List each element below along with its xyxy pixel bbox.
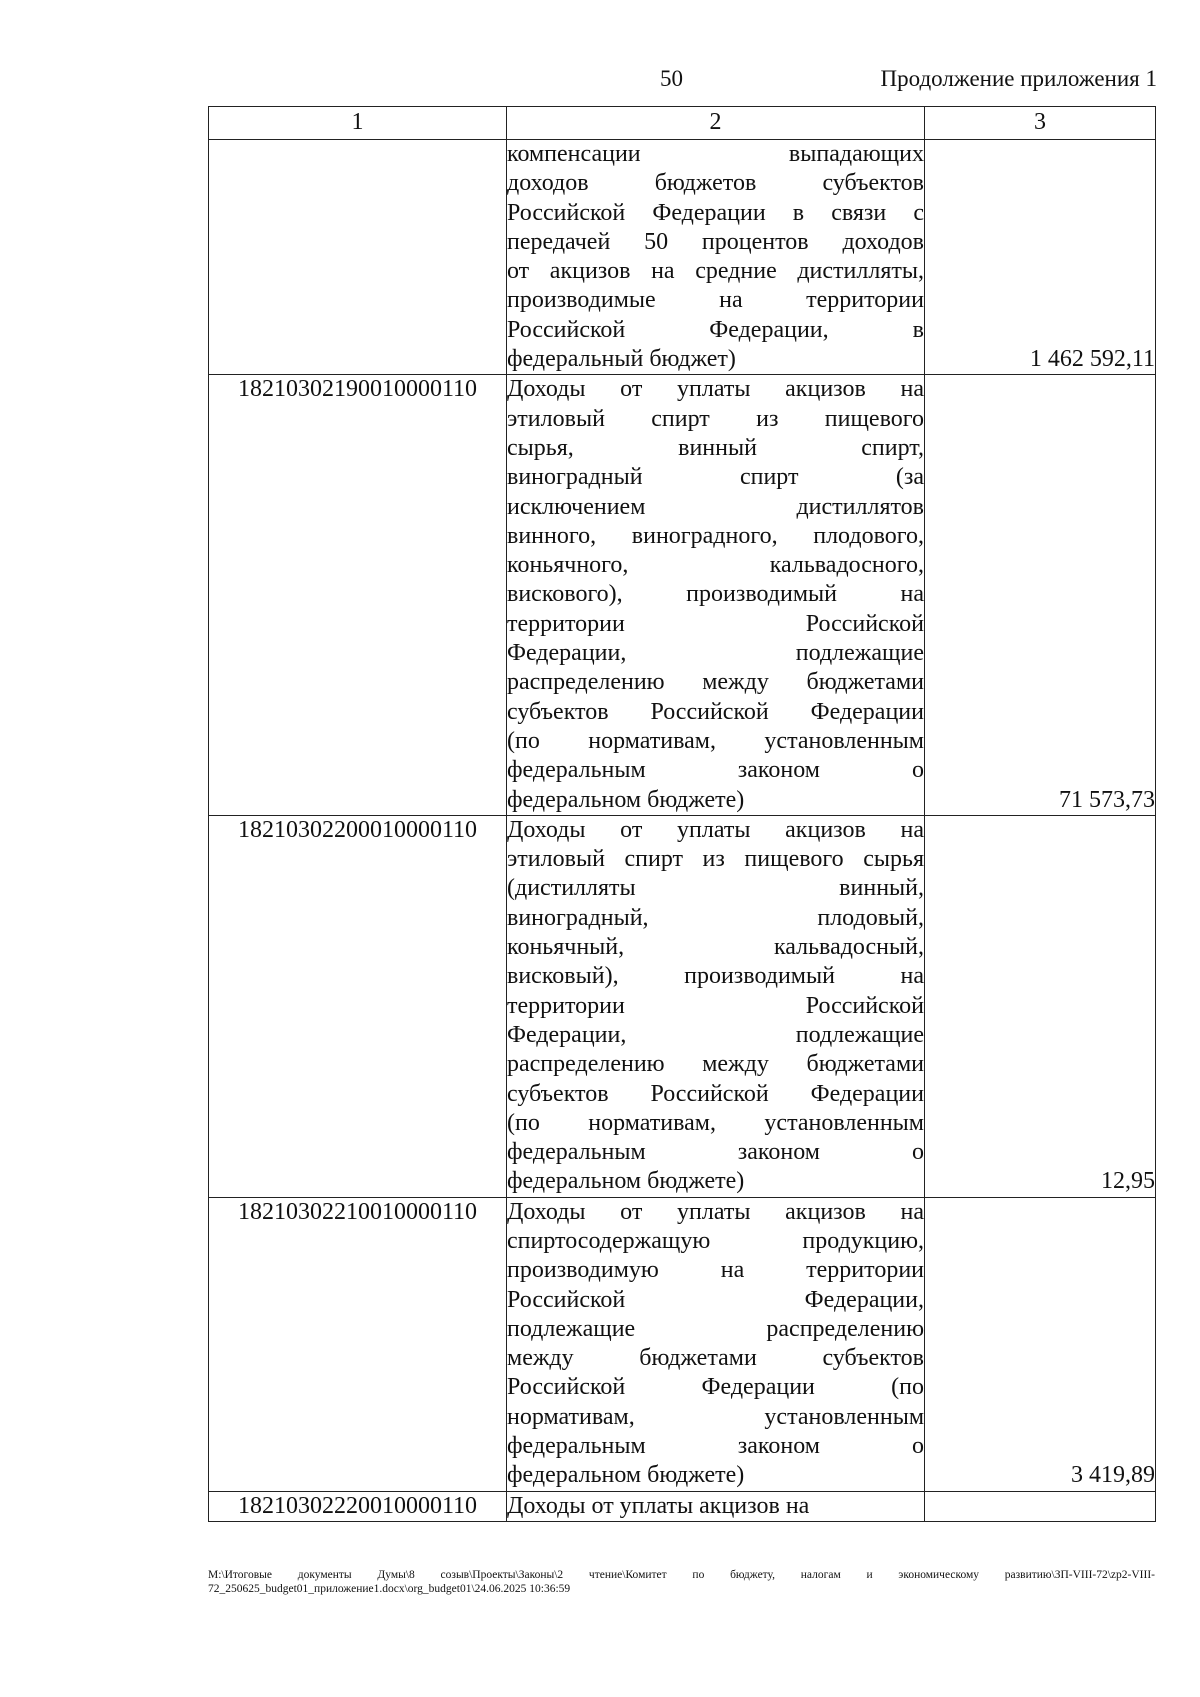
table-row	[209, 1197, 1156, 1491]
description-line: субъектов Российской Федерации	[507, 1080, 924, 1107]
description-line: сырья, винный спирт,	[507, 434, 924, 461]
table-row	[209, 375, 1156, 815]
description-line: (дистилляты винный,	[507, 875, 924, 902]
description-line: подлежащие распределению	[507, 1315, 924, 1342]
description-line: федеральном бюджете)	[507, 1462, 745, 1489]
description-line: доходов бюджетов субъектов	[507, 170, 924, 197]
budget-code-cell: 18210302220010000110	[209, 1491, 507, 1521]
description-line: Доходы от уплаты акцизов на	[507, 1198, 924, 1225]
description-line: федеральным законом о	[507, 1433, 924, 1460]
description-cell	[507, 375, 925, 815]
description-line: федеральный бюджет)	[507, 346, 736, 373]
description-line: коньячного, кальвадосного,	[507, 552, 924, 579]
table-row	[209, 140, 1156, 375]
description-line: передачей 50 процентов доходов	[507, 228, 924, 255]
description-line: Доходы от уплаты акцизов на	[507, 376, 924, 403]
budget-code-cell: 18210302200010000110	[209, 815, 507, 1197]
description-line: спиртосодержащую продукцию,	[507, 1227, 924, 1254]
description-line: от акцизов на средние дистилляты,	[507, 258, 924, 285]
description-cell	[507, 1197, 925, 1491]
description-line: этиловый спирт из пищевого сырья	[507, 846, 924, 873]
description-line: коньячный, кальвадосный,	[507, 934, 924, 961]
description-cell	[507, 1491, 925, 1521]
budget-table	[208, 106, 1156, 1522]
description-line: распределению между бюджетами	[507, 1051, 924, 1078]
description-cell	[507, 815, 925, 1197]
amount-cell: 12,95	[925, 815, 1156, 1197]
column-header: 2	[507, 107, 925, 140]
description-line: распределению между бюджетами	[507, 669, 924, 696]
description-line: Российской Федерации,	[507, 1286, 924, 1313]
description-line: производимую на территории	[507, 1257, 924, 1284]
description-line: территории Российской	[507, 610, 924, 637]
description-line: федеральном бюджете)	[507, 786, 745, 813]
description-line: Доходы от уплаты акцизов на	[507, 816, 924, 843]
continuation-label: Продолжение приложения 1	[880, 66, 1157, 91]
column-header: 3	[925, 107, 1156, 140]
description-line: (по нормативам, установленным	[507, 1109, 924, 1136]
description-line: исключением дистиллятов	[507, 493, 924, 520]
description-line: Российской Федерации в связи с	[507, 199, 924, 226]
amount-cell	[925, 1491, 1156, 1521]
table-header-row	[209, 107, 1156, 140]
description-line: территории Российской	[507, 992, 924, 1019]
description-line: виноградный спирт (за	[507, 464, 924, 491]
amount-cell: 1 462 592,11	[925, 140, 1156, 375]
description-line: федеральным законом о	[507, 1139, 924, 1166]
description-line: субъектов Российской Федерации	[507, 698, 924, 725]
description-line: производимые на территории	[507, 287, 924, 314]
footer-file-path: M:\Итоговые документы Думы\8 созыв\Проекты\Законы\2 чтение\Комитет по бюджету, налогам и экономическому развитию\ЗП-VIII-72\zp2-VIII-72_250625_budget01_приложение1.docx\org_budget01\24.06.2025 10:36:59	[208, 1569, 1155, 1595]
description-line: этиловый спирт из пищевого	[507, 405, 924, 432]
description-line: (по нормативам, установленным	[507, 727, 924, 754]
column-header: 1	[209, 107, 507, 140]
description-line: компенсации выпадающих	[507, 141, 924, 167]
amount-cell: 71 573,73	[925, 375, 1156, 815]
description-line: вискового), производимый на	[507, 581, 924, 608]
description-line: Федерации, подлежащие	[507, 1021, 924, 1048]
description-line: Доходы от уплаты акцизов на	[507, 1492, 810, 1519]
budget-code-cell	[209, 140, 507, 375]
description-line: федеральным законом о	[507, 757, 924, 784]
description-line: висковый), производимый на	[507, 963, 924, 990]
table-row	[209, 1491, 1156, 1521]
description-line: виноградный, плодовый,	[507, 904, 924, 931]
page-number: 50	[660, 66, 683, 91]
description-line: между бюджетами субъектов	[507, 1345, 924, 1372]
description-line: Российской Федерации (по	[507, 1374, 924, 1401]
description-line: Российской Федерации, в	[507, 316, 924, 343]
description-line: Федерации, подлежащие	[507, 640, 924, 667]
description-line: федеральном бюджете)	[507, 1168, 745, 1195]
description-line: нормативам, установленным	[507, 1403, 924, 1430]
table-row	[209, 815, 1156, 1197]
amount-cell: 3 419,89	[925, 1197, 1156, 1491]
budget-code-cell: 18210302210010000110	[209, 1197, 507, 1491]
description-line: винного, виноградного, плодового,	[507, 522, 924, 549]
description-cell	[507, 140, 925, 375]
budget-code-cell: 18210302190010000110	[209, 375, 507, 815]
